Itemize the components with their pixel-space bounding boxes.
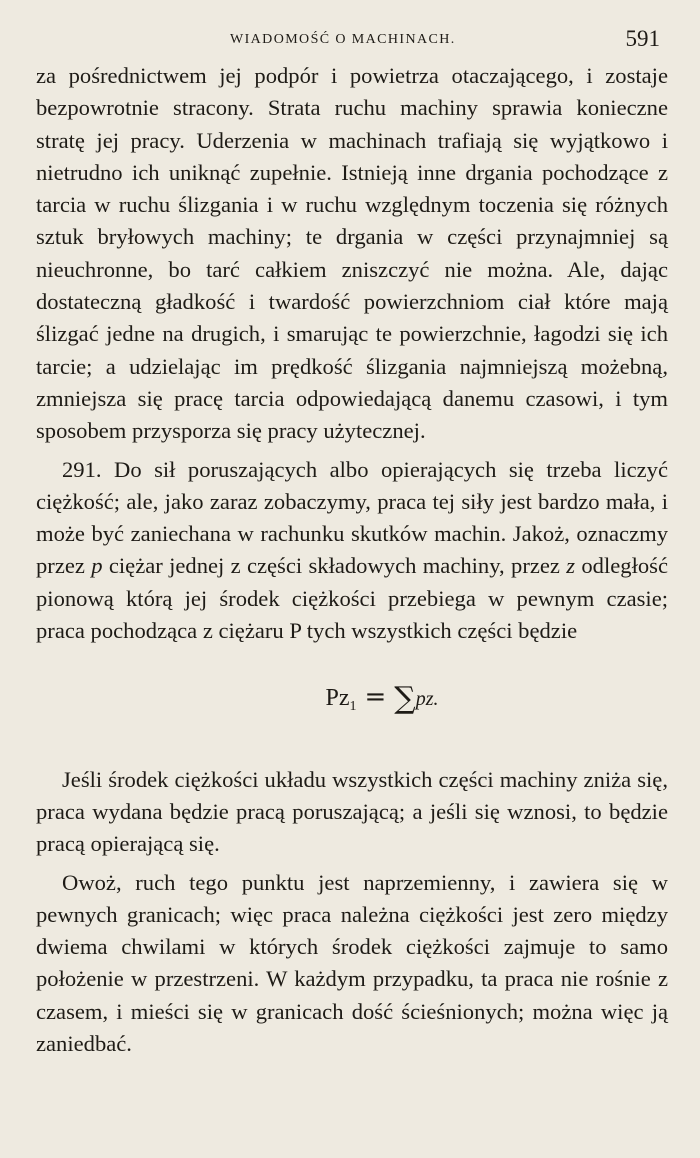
formula-equals: = bbox=[364, 682, 387, 713]
paragraph-3: Jeśli środek ciężkości układu wszystkich części machiny zniża się, praca wydana będzie pracą poruszającą; a jeśli się wznosi, to będzie pracą opierającą się. bbox=[36, 766, 668, 857]
formula-lhs: Pz bbox=[325, 685, 350, 712]
paragraph-291 bbox=[36, 454, 668, 648]
variable-z: z bbox=[566, 553, 576, 579]
formula bbox=[36, 681, 668, 723]
formula-lhs-subscript: 1 bbox=[349, 699, 357, 715]
paragraph-291-text-a: 291. Do sił poruszających albo opierających się trzeba liczyć ciężkość; ale, jako zaraz zobaczymy, praca tej siły jest bardzo mała, i może być zaniechana w rachunku skutków machin. Jakoż, oznaczmy przez bbox=[36, 456, 668, 579]
paragraph-291-text-c: odległość pionową którą jej środek ciężkości przebiega w pewnym czasie; praca pochodząca z ciężaru P tych wszystkich części będzie bbox=[36, 553, 668, 644]
paragraph-291-text-b: ciężar jednej z części składowych machiny, przez bbox=[102, 553, 567, 579]
page-header bbox=[0, 28, 700, 58]
running-title: WIADOMOŚĆ O MACHINACH. bbox=[230, 32, 456, 47]
variable-p: p bbox=[91, 553, 103, 579]
page-number: 591 bbox=[625, 26, 660, 51]
paragraph-4: Owoż, ruch tego punktu jest naprzemienny, i zawiera się w pewnych granicach; więc praca należna ciężkości jest zero między dwiema chwilami w których środek ciężkości zajmuje to samo położenie w przestrzeni. W każdym przypadku, ta praca nie rośnie z czasem, i mieści się w granicach dość ścieśnionych; można więc ją zaniedbać. bbox=[36, 869, 668, 1057]
formula-sum-symbol: ∑ bbox=[394, 681, 416, 717]
page-body bbox=[36, 60, 668, 1060]
paragraph-1: za pośrednictwem jej podpór i powietrza otaczającego, i zostaje bezpowrotnie stracony. Strata ruchu machiny sprawia konieczne stratę jej pracy. Uderzenia w machinach trafiają się wyjątkowo i nietrudno ich uniknąć zupełnie. Istnieją inne drgania pochodzące z tarcia w ruchu ślizgania i w ruchu względnym toczenia się różnych sztuk bryłowych machiny; te drgania w części przynajmniej są nieuchronne, bo tarć całkiem zniszczyć nie można. Ale, dając dostateczną gładkość i twardość powierzchniom ciał które mają ślizgać jedne na drugich, i smarując te powierzchnie, łagodzi się ich tarcie; a udzielając im prędkość ślizgania najmniejszą możebną, zmniejsza się pracę tarcia odpowiedającą danemu czasowi, i tym sposobem przysporza się pracy użytecznej. bbox=[36, 63, 668, 444]
formula-rhs: pz. bbox=[415, 688, 439, 711]
